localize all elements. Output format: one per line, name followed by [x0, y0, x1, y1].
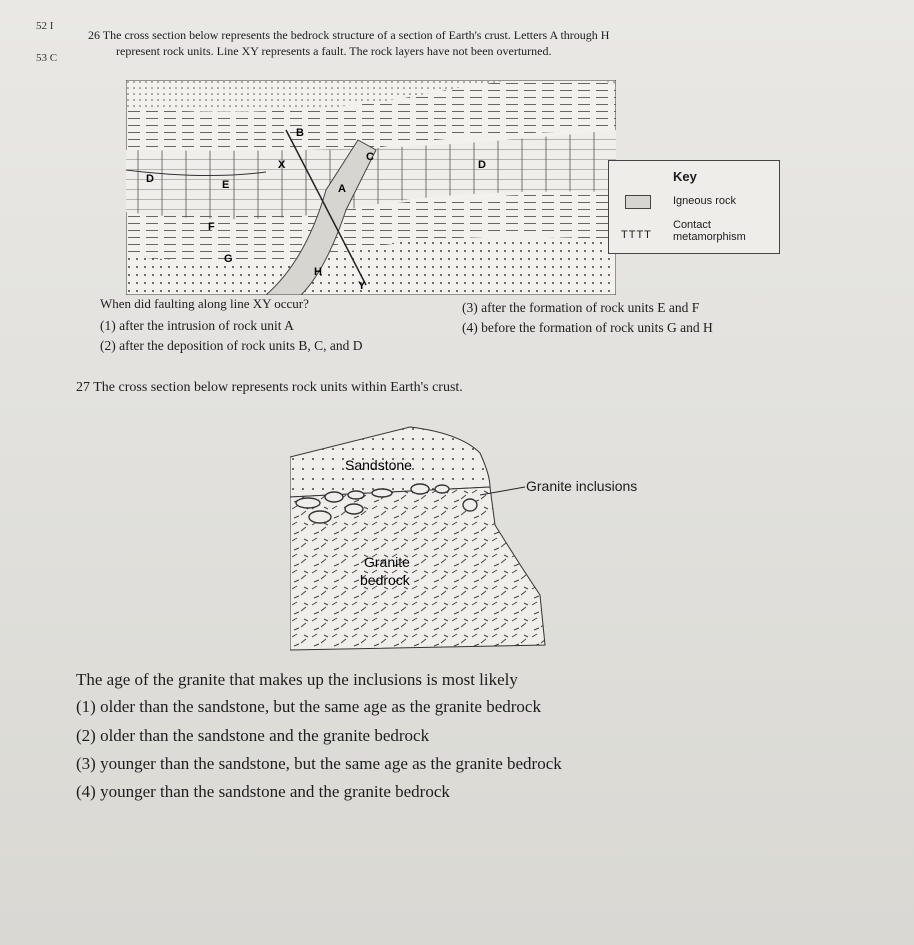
line-marker: 53 C [36, 52, 58, 64]
q26-stem-line1: 26 The cross section below represents the bedrock structure of a section of Earth's crust. Letters A through H [88, 28, 610, 42]
q27-stem: 27 The cross section below represents rock units within Earth's crust. [76, 380, 463, 395]
key-title: Key [673, 169, 697, 184]
q26-option-2[interactable]: (2) after the deposition of rock units B, C, and D [100, 338, 363, 353]
q27-option-2[interactable]: (2) older than the sandstone and the granite bedrock [76, 726, 430, 745]
q26-cross-section-diagram [126, 80, 616, 295]
q26-label-D1: D [146, 173, 154, 185]
q27-cross-section-diagram [290, 425, 550, 655]
q27-label-bedrock: bedrock [360, 572, 410, 588]
q26-stem-line2: represent rock units. Line XY represents a fault. The rock layers have not been overturned. [116, 44, 552, 58]
key-igneous: Igneous rock [673, 195, 736, 207]
q27-label-granite: Granite [364, 554, 410, 570]
q26-label-X: X [278, 159, 286, 171]
q26-option-4[interactable]: (4) before the formation of rock units G and H [462, 320, 713, 335]
q26-question: When did faulting along line XY occur? [100, 296, 309, 311]
q27-label-inclusions: Granite inclusions [526, 478, 638, 494]
key-contact-1: Contact [673, 219, 711, 231]
q26-label-A: A [338, 183, 346, 195]
q27-label-sandstone: Sandstone [345, 457, 412, 473]
q26-option-1[interactable]: (1) after the intrusion of rock unit A [100, 318, 294, 333]
igneous-swatch-icon [625, 195, 651, 209]
q26-option-3[interactable]: (3) after the formation of rock units E and F [462, 300, 700, 315]
q26-label-F: F [208, 221, 215, 233]
q27-option-4[interactable]: (4) younger than the sandstone and the granite bedrock [76, 782, 450, 801]
q26-label-H: H [314, 266, 322, 278]
q27-option-1[interactable]: (1) older than the sandstone, but the same age as the granite bedrock [76, 697, 541, 716]
q26-label-B: B [296, 127, 304, 139]
q27-question: The age of the granite that makes up the inclusions is most likely [76, 670, 518, 689]
contact-symbol-icon: TTTT [621, 229, 652, 241]
q26-label-E: E [222, 179, 230, 191]
page-header: 52 I [36, 20, 54, 32]
q26-label-C: C [366, 151, 374, 163]
q26-label-Y: Y [358, 280, 366, 292]
q26-key [608, 160, 780, 254]
q27-option-3[interactable]: (3) younger than the sandstone, but the same age as the granite bedrock [76, 754, 562, 773]
key-contact-2: metamorphism [673, 231, 746, 243]
q26-label-G: G [224, 253, 233, 265]
q26-label-D2: D [478, 159, 486, 171]
